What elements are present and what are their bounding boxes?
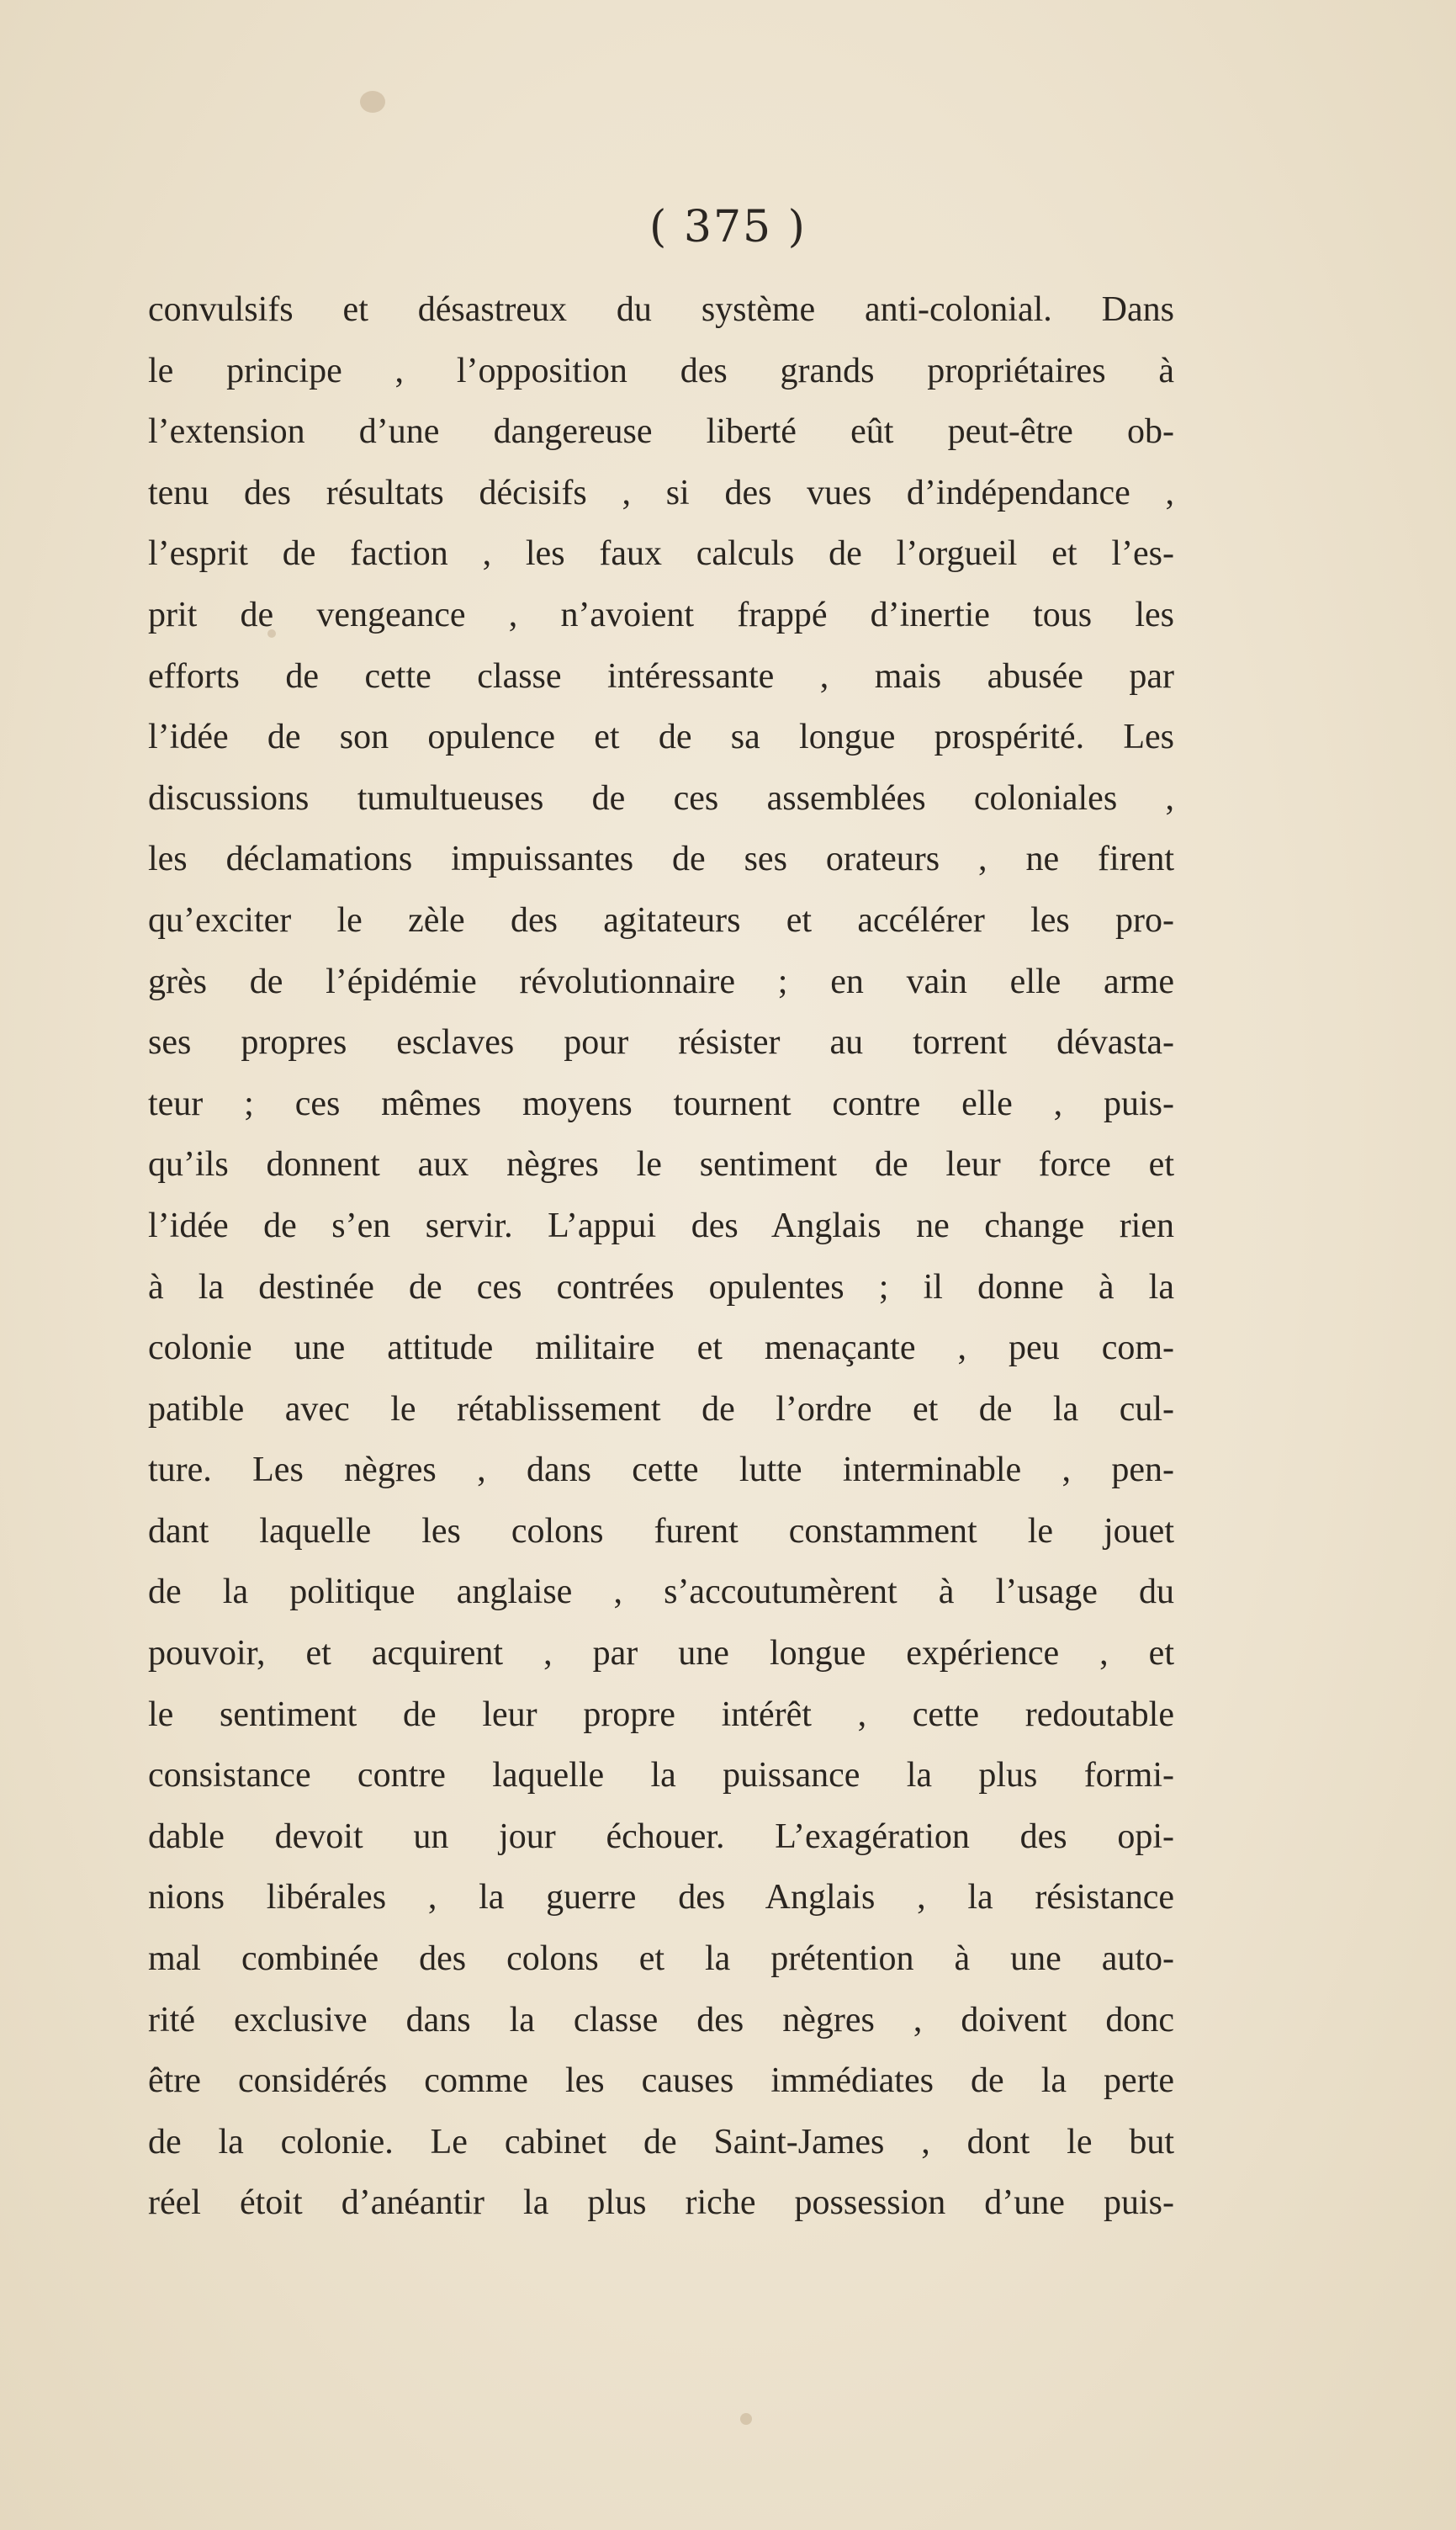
text-line: être considérés comme les causes immédiates de la perte	[148, 2061, 1174, 2101]
text-line: grès de l’épidémie révolutionnaire ; en vain elle arme	[148, 962, 1174, 1001]
text-line: dant laquelle les colons furent constamment le jouet	[148, 1511, 1174, 1551]
text-line: qu’ils donnent aux nègres le sentiment de leur force et	[148, 1145, 1174, 1185]
page-number: ( 375 )	[649, 202, 807, 252]
page-body-text	[148, 279, 1174, 2234]
text-line: nions libérales , la guerre des Anglais , la résistance	[148, 1878, 1174, 1917]
text-line: l’esprit de faction , les faux calculs de l’orgueil et l’es-	[148, 534, 1174, 574]
text-line: l’idée de s’en servir. L’appui des Anglais ne change rien	[148, 1206, 1174, 1245]
text-line: colonie une attitude militaire et menaçante , peu com-	[148, 1329, 1174, 1368]
text-line: consistance contre laquelle la puissance la plus formi-	[148, 1756, 1174, 1795]
text-line: à la destinée de ces contrées opulentes ; il donne à la	[148, 1267, 1174, 1307]
text-line: réel étoit d’anéantir la plus riche possession d’une puis-	[148, 2183, 1174, 2223]
text-line: mal combinée des colons et la prétention à une auto-	[148, 1939, 1174, 1979]
paper-stain	[740, 2413, 752, 2425]
text-line: pouvoir, et acquirent , par une longue expérience , et	[148, 1634, 1174, 1673]
text-line: rité exclusive dans la classe des nègres , doivent donc	[148, 2000, 1174, 2039]
text-line: de la politique anglaise , s’accoutumèrent à l’usage du	[148, 1573, 1174, 1612]
text-line: l’extension d’une dangereuse liberté eût peut-être ob-	[148, 412, 1174, 452]
text-line: les déclamations impuissantes de ses orateurs , ne firent	[148, 840, 1174, 879]
text-line: le sentiment de leur propre intérêt , cette redoutable	[148, 1695, 1174, 1734]
text-line: convulsifs et désastreux du système anti-colonial. Dans	[148, 290, 1174, 329]
text-line: ses propres esclaves pour résister au torrent dévasta-	[148, 1023, 1174, 1063]
text-line: discussions tumultueuses de ces assemblées coloniales ,	[148, 778, 1174, 818]
text-line: prit de vengeance , n’avoient frappé d’inertie tous les	[148, 595, 1174, 634]
text-line: tenu des résultats décisifs , si des vues d’indépendance ,	[148, 473, 1174, 512]
text-line: ture. Les nègres , dans cette lutte interminable , pen-	[148, 1451, 1174, 1490]
text-line: patible avec le rétablissement de l’ordre et de la cul-	[148, 1389, 1174, 1429]
text-line: de la colonie. Le cabinet de Saint-James , dont le but	[148, 2122, 1174, 2161]
text-line: le principe , l’opposition des grands propriétaires à	[148, 351, 1174, 390]
text-line: efforts de cette classe intéressante , mais abusée par	[148, 656, 1174, 696]
text-line: l’idée de son opulence et de sa longue prospérité. Les	[148, 718, 1174, 757]
paper-stain	[360, 91, 385, 113]
text-line: qu’exciter le zèle des agitateurs et accélérer les pro-	[148, 900, 1174, 940]
text-line: teur ; ces mêmes moyens tournent contre elle , puis-	[148, 1084, 1174, 1123]
text-line: dable devoit un jour échouer. L’exagération des opi-	[148, 1817, 1174, 1856]
